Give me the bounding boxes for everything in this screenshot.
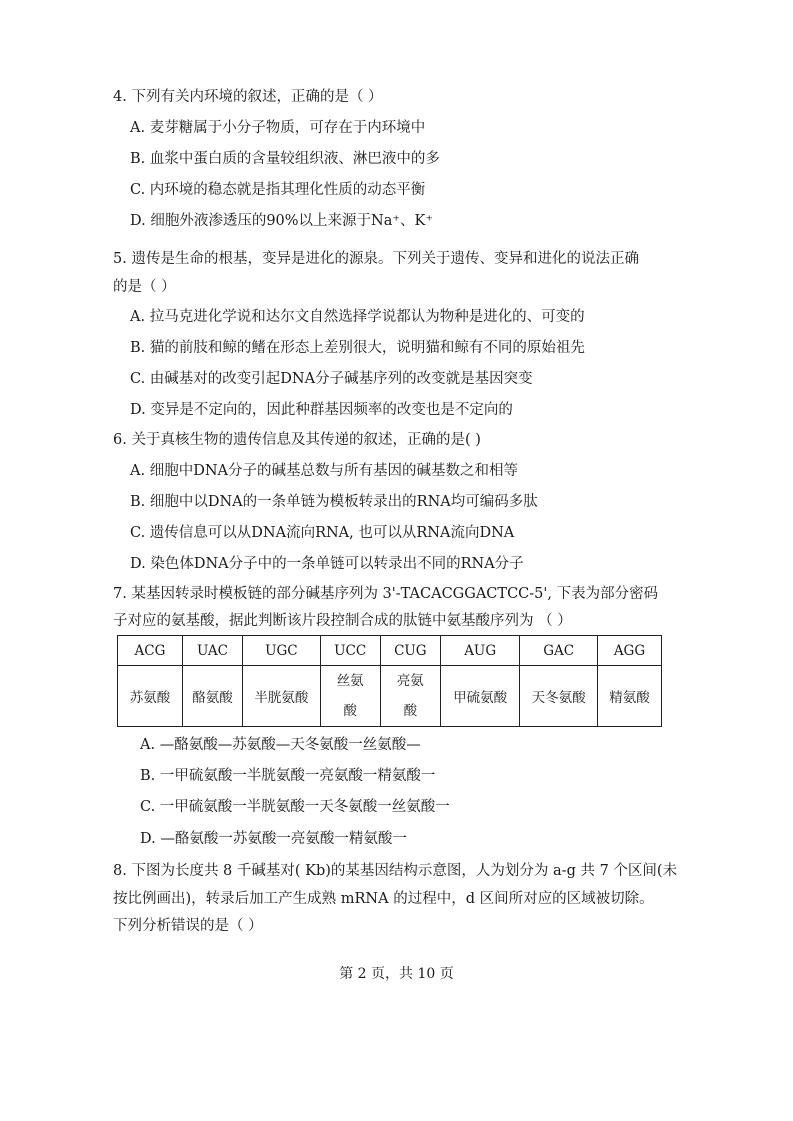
codon-cell: UGC	[243, 636, 321, 666]
amino-acid-row	[118, 666, 662, 727]
codon-cell: UCC	[320, 636, 380, 666]
q4-option-a: A. 麦芽糖属于小分子物质，可存在于内环境中	[130, 120, 426, 136]
q8-stem-line1: 8. 下图为长度共 8 千碱基对( Kb)的某基因结构示意图，人为划分为 a-g 共 7 个区间(未	[113, 863, 678, 879]
amino-acid-cell: 甲硫氨酸	[440, 666, 520, 727]
q6-option-b: B. 细胞中以DNA的一条单链为模板转录出的RNA均可编码多肽	[130, 494, 538, 510]
q5-option-a: A. 拉马克进化学说和达尔文自然选择学说都认为物种是进化的、可变的	[130, 309, 585, 325]
q5-stem-line2: 的是（ ）	[113, 279, 176, 295]
amino-acid-cell: 半胱氨酸	[243, 666, 321, 727]
q7-stem-line2: 子对应的氨基酸，据此判断该片段控制合成的肽链中氨基酸序列为 （ ）	[113, 613, 572, 629]
codon-table	[117, 635, 662, 727]
codon-cell: AUG	[440, 636, 520, 666]
q8-stem-line2: 按比例画出)，转录后加工产生成熟 mRNA 的过程中，d 区间所对应的区域被切除。	[113, 891, 654, 907]
q7-option-b: B. 一甲硫氨酸一半胱氨酸一亮氨酸一精氨酸一	[140, 768, 436, 784]
q8-stem-line3: 下列分析错误的是（ ）	[113, 918, 263, 934]
codon-cell: UAC	[182, 636, 242, 666]
q4-stem: 4. 下列有关内环境的叙述，正确的是（ ）	[113, 89, 383, 105]
codon-cell: AGG	[597, 636, 661, 666]
codon-cell: ACG	[118, 636, 183, 666]
q6-option-c: C. 遗传信息可以从DNA流向RNA, 也可以从RNA流向DNA	[130, 525, 515, 541]
amino-acid-text: 亮氨酸	[396, 673, 424, 719]
q4-option-c: C. 内环境的稳态就是指其理化性质的动态平衡	[130, 182, 426, 198]
codon-row	[118, 636, 662, 666]
q7-option-d: D. —酪氨酸一苏氨酸一亮氨酸一精氨酸一	[140, 831, 407, 847]
q5-stem-line1: 5. 遗传是生命的根基，变异是进化的源泉。下列关于遗传、变异和进化的说法正确	[113, 251, 639, 267]
codon-cell: GAC	[520, 636, 598, 666]
amino-acid-cell	[380, 666, 440, 727]
q7-option-a: A. —酪氨酸—苏氨酸—天冬氨酸一丝氨酸—	[140, 737, 421, 753]
amino-acid-cell: 天冬氨酸	[520, 666, 598, 727]
q4-option-d: D. 细胞外液渗透压的90%以上来源于Na⁺、K⁺	[130, 213, 434, 229]
q6-stem: 6. 关于真核生物的遗传信息及其传递的叙述，正确的是( )	[113, 432, 481, 448]
amino-acid-cell: 精氨酸	[597, 666, 661, 727]
q6-option-d: D. 染色体DNA分子中的一条单链可以转录出不同的RNA分子	[130, 556, 524, 572]
amino-acid-text: 丝氨酸	[336, 673, 364, 719]
amino-acid-cell: 酪氨酸	[182, 666, 242, 727]
q5-option-c: C. 由碱基对的改变引起DNA分子碱基序列的改变就是基因突变	[130, 371, 533, 387]
q7-option-c: C. 一甲硫氨酸一半胱氨酸一天冬氨酸一丝氨酸一	[140, 799, 450, 815]
q7-stem-line1: 7. 某基因转录时模板链的部分碱基序列为 3'-TACACGGACTCC-5', 下表为部分密码	[113, 586, 659, 602]
page-footer: 第 2 页，共 10 页	[339, 966, 454, 982]
q6-option-a: A. 细胞中DNA分子的碱基总数与所有基因的碱基数之和相等	[130, 463, 518, 479]
codon-cell: CUG	[380, 636, 440, 666]
q4-option-b: B. 血浆中蛋白质的含量较组织液、淋巴液中的多	[130, 151, 440, 167]
q5-option-b: B. 猫的前肢和鲸的鳍在形态上差别很大，说明猫和鲸有不同的原始祖先	[130, 340, 585, 356]
q5-option-d: D. 变异是不定向的，因此种群基因频率的改变也是不定向的	[130, 402, 513, 418]
amino-acid-cell: 苏氨酸	[118, 666, 183, 727]
amino-acid-cell	[320, 666, 380, 727]
